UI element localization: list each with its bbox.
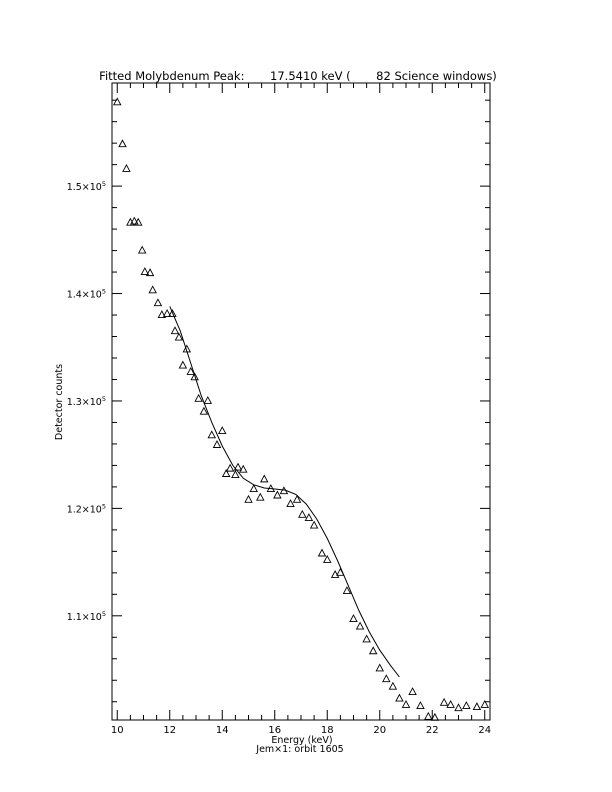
y-tick-label: $1.5\times 10^5$: [66, 180, 106, 194]
data-point: [287, 500, 294, 507]
y-tick-label: $1.2\times 10^5$: [66, 502, 106, 516]
axis-ticks: [67, 83, 491, 736]
data-point: [139, 247, 146, 254]
data-point: [214, 441, 221, 448]
data-point: [455, 704, 462, 711]
data-point: [473, 703, 480, 710]
data-point: [425, 713, 432, 720]
data-point: [179, 362, 186, 369]
data-point: [219, 427, 226, 434]
data-point: [463, 702, 470, 709]
fit-curve: [170, 306, 400, 677]
y-tick-label: $1.1\times 10^5$: [66, 609, 106, 623]
chart-title: Fitted Molybdenum Peak: 17.5410 keV ( 82 Science windows): [99, 69, 497, 83]
x-tick-label: 10: [110, 725, 124, 736]
data-point: [357, 623, 364, 630]
plot-frame: [112, 83, 490, 720]
data-point: [311, 522, 318, 529]
data-point: [370, 647, 377, 654]
data-point: [274, 491, 281, 498]
x-axis-label: Energy (keV): [271, 735, 333, 746]
y-tick-label: $1.3\times 10^5$: [66, 394, 106, 408]
data-point: [204, 397, 211, 404]
data-point: [208, 431, 215, 438]
data-point: [299, 511, 306, 518]
data-point: [441, 699, 448, 706]
y-axis-label: Detector counts: [54, 363, 65, 441]
data-point: [154, 299, 161, 306]
y-tick-label: $1.4\times 10^5$: [66, 287, 106, 301]
data-point: [294, 496, 301, 503]
data-point: [324, 556, 331, 563]
data-point: [389, 683, 396, 690]
data-point: [409, 688, 416, 695]
data-point: [383, 675, 390, 682]
data-layer: [114, 98, 489, 720]
data-point: [245, 496, 252, 503]
data-point: [149, 286, 156, 293]
data-point: [417, 702, 424, 709]
data-point: [350, 615, 357, 622]
data-point: [119, 140, 126, 147]
data-point: [172, 327, 179, 334]
data-point: [114, 98, 121, 105]
data-point: [363, 635, 370, 642]
x-tick-label: 18: [320, 725, 334, 736]
data-point: [403, 701, 410, 708]
data-point: [447, 701, 454, 708]
data-point: [123, 165, 130, 172]
data-point: [257, 494, 264, 501]
x-tick-label: 20: [373, 725, 387, 736]
plot-border: [112, 83, 490, 720]
data-point: [396, 695, 403, 702]
x-tick-label: 24: [478, 725, 492, 736]
x-tick-label: 22: [425, 725, 439, 736]
x-tick-label: 16: [268, 725, 282, 736]
x-tick-label: 12: [163, 725, 177, 736]
data-point: [376, 664, 383, 671]
x-tick-label: 14: [215, 725, 229, 736]
data-point: [305, 514, 312, 521]
data-point: [261, 475, 268, 482]
data-point: [319, 549, 326, 556]
x-axis-sublabel: Jem×1: orbit 1605: [256, 744, 344, 755]
